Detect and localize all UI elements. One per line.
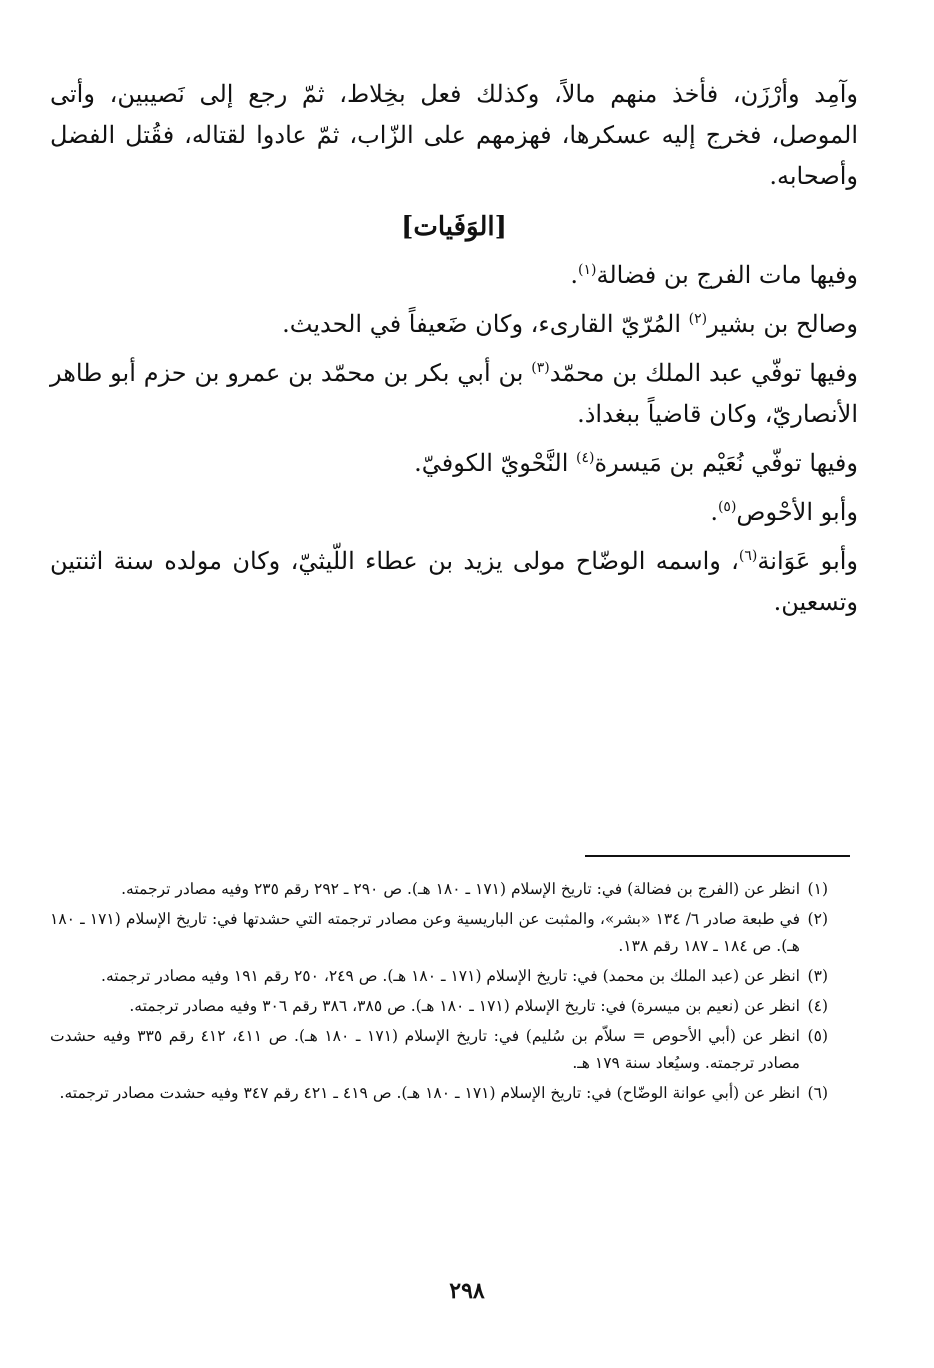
text-after-ref: ، واسمه الوضّاح مولى يزيد بن عطاء اللّيثيّ، وكان مولده سنة اثنتين وتسعين. <box>50 547 858 616</box>
text-after-ref: المُرّيّ القارىء، وكان ضَعيفاً في الحديث. <box>282 310 689 338</box>
paragraph-salih <box>50 304 858 345</box>
footnote-1 <box>50 876 852 903</box>
text-after-ref: بن أبي بكر بن محمّد بن عمرو بن حزم أبو طاهر الأنصاريّ، وكان قاضياً ببغداذ. <box>50 359 858 428</box>
footnote-number: (٤) <box>807 997 828 1015</box>
paragraph-abu-al-ahwas <box>50 492 858 533</box>
footnote-5 <box>50 1023 852 1077</box>
footnote-ref-5: (٥) <box>717 499 737 515</box>
text-before-ref: وفيها توفّي عبد الملك بن محمّد <box>549 359 858 387</box>
text-before-ref: وأبو الأحْوص <box>736 498 858 526</box>
text-before-ref: وصالح بن بشير <box>707 310 858 338</box>
footnote-number: (٢) <box>807 910 828 928</box>
footnote-ref-4: (٤) <box>576 450 595 466</box>
footnote-text: في طبعة صادر ٦/ ١٣٤ «بشر»، والمثبت عن الباريسية وعن مصادر ترجمته التي حشدتها في: تاريخ الإسلام (١٧١ ـ ١٨٠ هـ). ص ١٨٤ ـ ١٨٧ رقم ١٣٨. <box>50 910 800 955</box>
text-after-ref: النَّحْويّ الكوفيّ. <box>414 449 577 477</box>
text-after-ref: . <box>710 498 718 526</box>
footnote-3 <box>50 963 852 990</box>
footnote-text: انظر عن (نعيم بن ميسرة) في: تاريخ الإسلام (١٧١ ـ ١٨٠ هـ). ص ٣٨٥، ٣٨٦ رقم ٣٠٦ وفيه مصادر ترجمته. <box>129 997 800 1015</box>
footnote-number: (٥) <box>807 1027 828 1045</box>
footnote-text: انظر عن (عبد الملك بن محمد) في: تاريخ الإسلام (١٧١ ـ ١٨٠ هـ). ص ٢٤٩، ٢٥٠ رقم ١٩١ وفيه مصادر ترجمته. <box>101 967 800 985</box>
footnote-number: (٦) <box>807 1084 828 1102</box>
text-before-ref: وأبو عَوَانة <box>757 547 859 575</box>
text-before-ref: وفيها مات الفرج بن فضالة <box>596 261 858 289</box>
footnotes <box>50 876 852 1110</box>
page-number: ٢٩٨ <box>449 1278 485 1304</box>
footnote-divider <box>585 855 850 857</box>
footnote-number: (٣) <box>807 967 828 985</box>
paragraph-abu-awana <box>50 541 858 623</box>
footnote-text: انظر عن (الفرج بن فضالة) في: تاريخ الإسلام (١٧١ ـ ١٨٠ هـ). ص ٢٩٠ ـ ٢٩٢ رقم ٢٣٥ وفيه مصادر ترجمته. <box>121 880 800 898</box>
footnote-ref-3: (٣) <box>531 360 550 376</box>
text-after-ref: . <box>570 261 578 289</box>
text-before-ref: وفيها توفّي نُعَيْم بن مَيسرة <box>594 449 858 477</box>
footnote-4 <box>50 993 852 1020</box>
paragraph-nuaym <box>50 443 858 484</box>
footnote-2 <box>50 906 852 960</box>
footnote-text: انظر عن (أبي عوانة الوضّاح) في: تاريخ الإسلام (١٧١ ـ ١٨٠ هـ). ص ٤١٩ ـ ٤٢١ رقم ٣٤٧ وفيه حشدت مصادر ترجمته. <box>59 1084 800 1102</box>
paragraph-opening: وآمِد وأرْزَن، فأخذ منهم مالاً، وكذلك فعل بخِلاط، ثمّ رجع إلى نَصيبين، وأتى الموصل، فخرج إليه عسكرها، فهزمهم على الزّاب، ثمّ عادوا لقتاله، فقُتل الفضل وأصحابه. <box>50 80 858 190</box>
main-text <box>50 74 858 631</box>
paragraph-faraj <box>50 255 858 296</box>
paragraph-abd-al-malik <box>50 353 858 435</box>
footnote-ref-6: (٦) <box>738 548 758 564</box>
section-heading: [الوَفَيات] <box>401 212 507 242</box>
footnote-number: (١) <box>807 880 828 898</box>
footnote-ref-1: (١) <box>577 262 597 278</box>
footnote-ref-2: (٢) <box>688 311 708 327</box>
footnote-6 <box>50 1080 852 1107</box>
footnote-text: انظر عن (أبي الأحوص = سلاّم بن سُليم) في: تاريخ الإسلام (١٧١ ـ ١٨٠ هـ). ص ٤١١، ٤١٢ رقم ٣٣٥ وفيه حشدت مصادر ترجمته. وسيُعاد سنة ١٧٩ هـ. <box>50 1027 800 1072</box>
